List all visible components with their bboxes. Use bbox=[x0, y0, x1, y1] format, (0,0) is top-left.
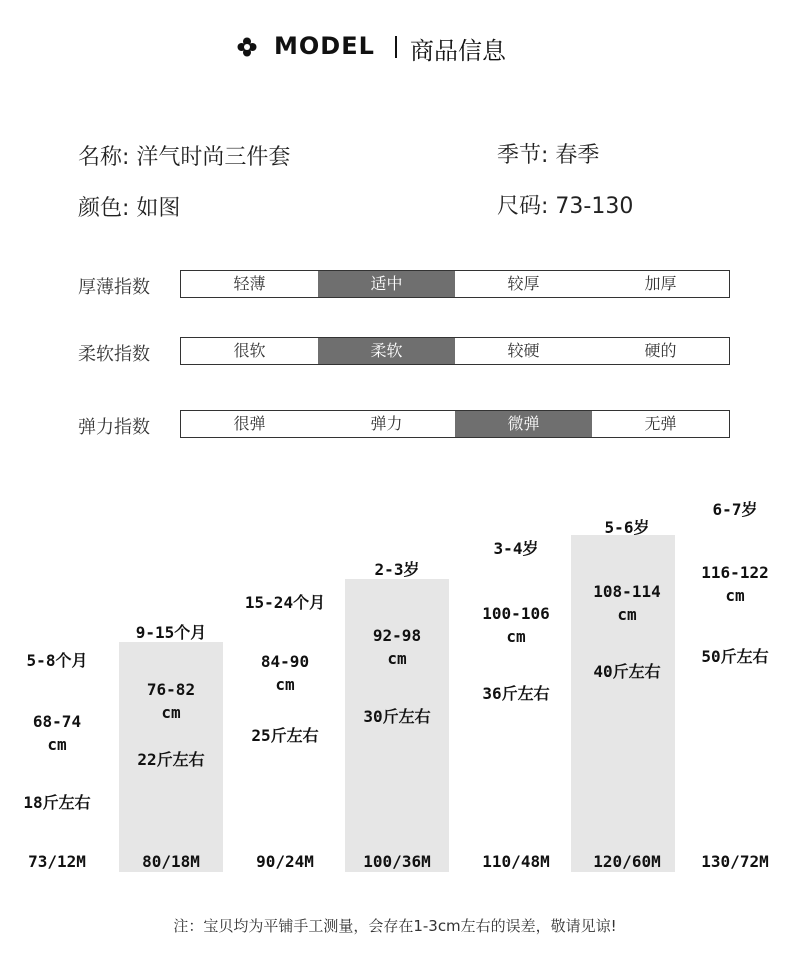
size-age: 5-6岁 bbox=[604, 518, 650, 537]
size-weight: 18斤左右 bbox=[23, 793, 91, 812]
scale-option-selected: 柔软 bbox=[318, 338, 455, 364]
scale-label: 柔软指数 bbox=[78, 344, 150, 365]
scale-option: 较硬 bbox=[507, 341, 540, 360]
scale-option: 很软 bbox=[233, 341, 266, 360]
size-height-unit: cm bbox=[506, 627, 526, 646]
size-code: 90/24M bbox=[256, 852, 314, 871]
size-height: 92-98 bbox=[372, 626, 422, 645]
size-age: 3-4岁 bbox=[493, 539, 539, 558]
scale-option: 较厚 bbox=[507, 274, 540, 293]
scale-option: 硬的 bbox=[644, 341, 677, 360]
size-weight: 50斤左右 bbox=[701, 647, 769, 666]
size-height: 108-114 bbox=[593, 582, 661, 601]
scale-option: 轻薄 bbox=[233, 274, 266, 293]
scale-label: 厚薄指数 bbox=[78, 277, 150, 298]
product-color: 颜色: 如图 bbox=[78, 196, 181, 221]
size-age: 9-15个月 bbox=[135, 623, 207, 642]
scale-option: 很弹 bbox=[233, 414, 266, 433]
size-height-unit: cm bbox=[387, 649, 407, 668]
scale-option: 无弹 bbox=[644, 414, 677, 433]
size-height-unit: cm bbox=[275, 675, 295, 694]
product-size-range: 尺码: 73-130 bbox=[497, 194, 634, 219]
scale-option: 加厚 bbox=[644, 274, 677, 293]
size-weight: 30斤左右 bbox=[363, 707, 431, 726]
scale-option-selected: 微弹 bbox=[455, 411, 592, 437]
size-height: 100-106 bbox=[482, 604, 550, 623]
size-code: 130/72M bbox=[701, 852, 769, 871]
size-height-unit: cm bbox=[617, 605, 637, 624]
product-season: 季节: 春季 bbox=[497, 143, 600, 168]
size-age: 5-8个月 bbox=[26, 651, 88, 670]
size-code: 100/36M bbox=[363, 852, 431, 871]
size-code: 110/48M bbox=[482, 852, 550, 871]
size-height: 84-90 bbox=[260, 652, 310, 671]
size-height: 116-122 bbox=[701, 563, 769, 582]
brand-title: MODEL bbox=[274, 32, 375, 60]
size-age: 15-24个月 bbox=[244, 593, 326, 612]
section-title: 商品信息 bbox=[410, 37, 506, 65]
measurement-note: 注：宝贝均为平铺手工测量，会存在1-3cm左右的误差，敬请见谅! bbox=[173, 917, 617, 935]
size-weight: 22斤左右 bbox=[137, 750, 205, 769]
size-height: 68-74 bbox=[32, 712, 82, 731]
size-code: 80/18M bbox=[142, 852, 200, 871]
product-name: 名称: 洋气时尚三件套 bbox=[78, 145, 291, 170]
size-code: 120/60M bbox=[593, 852, 661, 871]
size-height-unit: cm bbox=[47, 735, 67, 754]
size-height-unit: cm bbox=[161, 703, 181, 722]
size-weight: 36斤左右 bbox=[482, 684, 550, 703]
scale-option: 弹力 bbox=[370, 414, 403, 433]
size-age: 2-3岁 bbox=[374, 560, 420, 579]
size-age: 6-7岁 bbox=[712, 500, 758, 519]
size-weight: 40斤左右 bbox=[593, 662, 661, 681]
size-height-unit: cm bbox=[725, 586, 745, 605]
size-height: 76-82 bbox=[146, 680, 196, 699]
scale-option-selected: 适中 bbox=[318, 271, 455, 297]
scale-label: 弹力指数 bbox=[78, 417, 150, 438]
size-code: 73/12M bbox=[28, 852, 86, 871]
size-weight: 25斤左右 bbox=[251, 726, 319, 745]
